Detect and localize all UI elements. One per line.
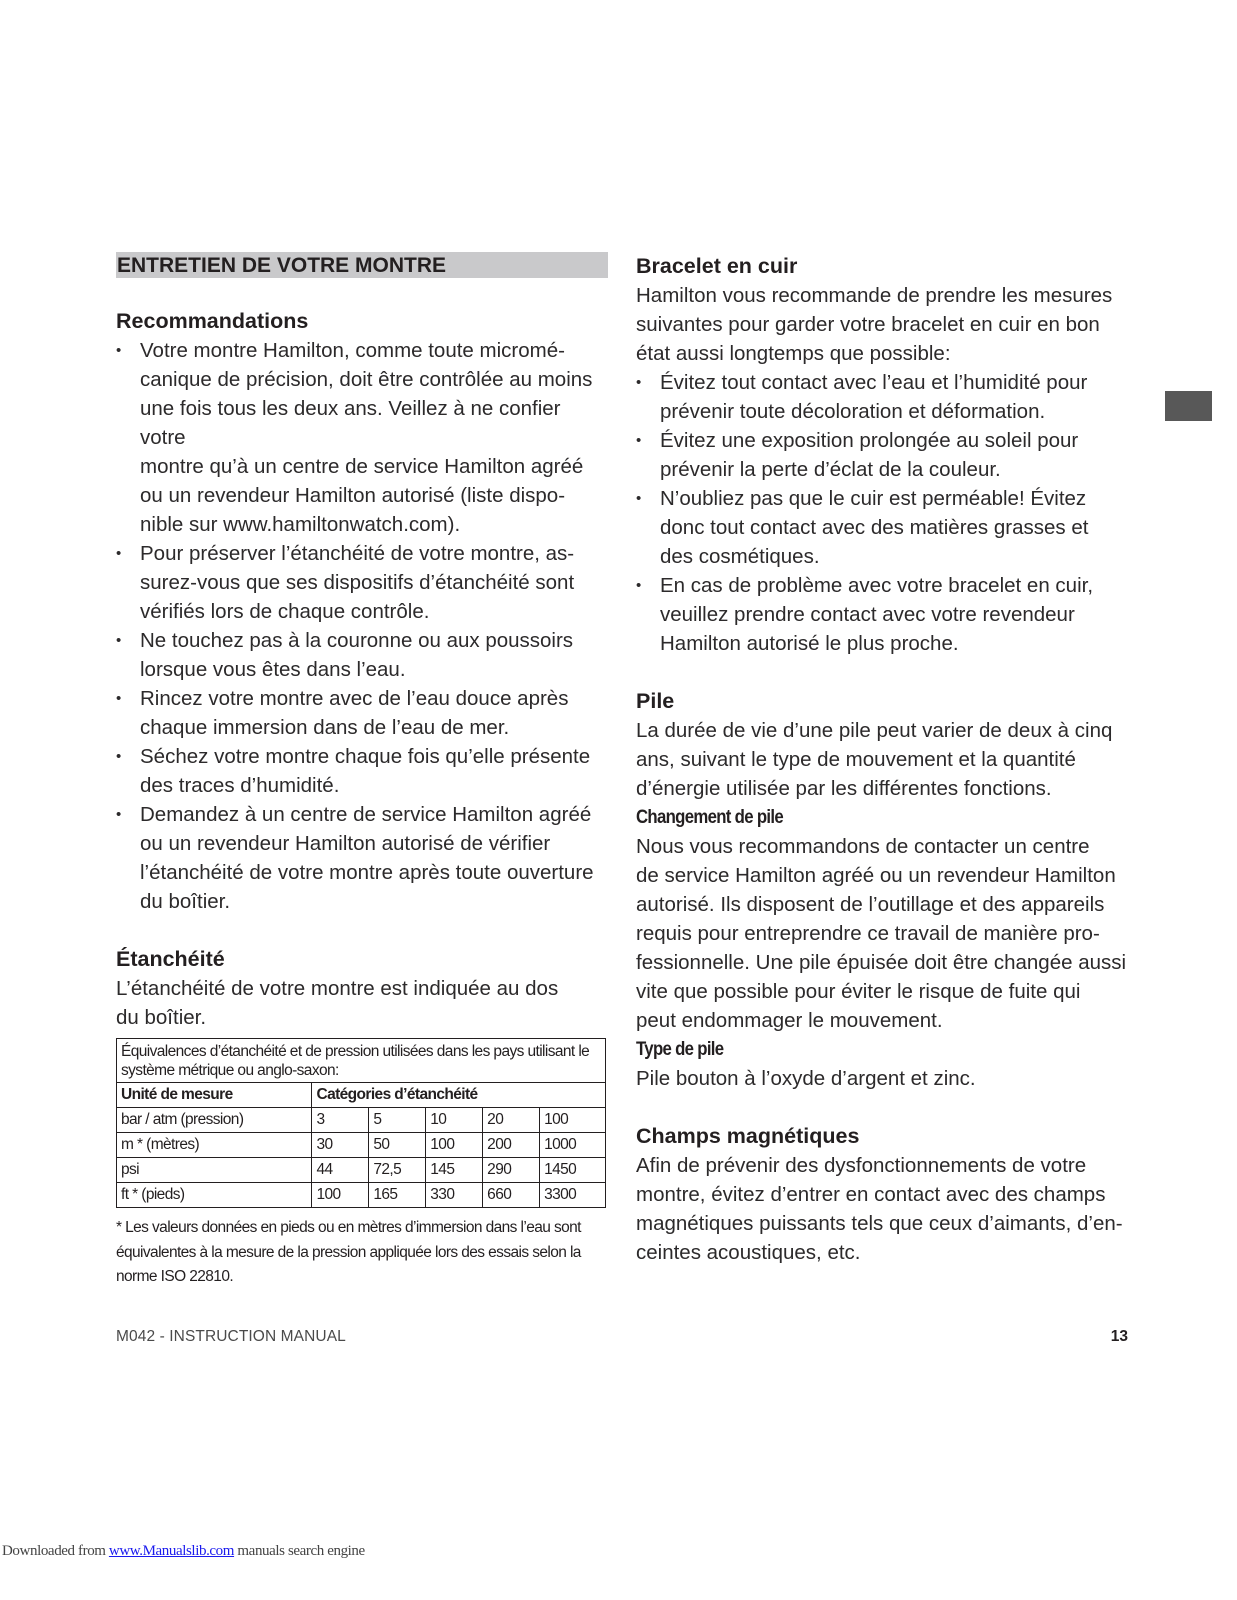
battery-change-text: Nous vous recommandons de contacter un centre de service Hamilton agréé ou un revendeur Hamilton autorisé. Ils disposent de l’outillage et des appareils requis pour entreprendre ce travail de manière pro- fessionnelle. Une pile épuisée doit être changée aussi vite que possible pour éviter le risque de fuite qui peut endommager le mouvement. [636, 835, 1127, 1032]
recommendation-item: • Pour préserver l’étanchéité de votre montre, as- surez-vous que ses dispositifs d’étanchéité sont vérifiés lors de chaque contrôle. [116, 539, 608, 626]
table-footnote: * Les valeurs données en pieds ou en mètres d’immersion dans l’eau sont équivalentes à la mesure de la pression appliquée lors des essais selon la norme ISO 22810. [116, 1219, 581, 1285]
table-header-unit: Unité de mesure [117, 1083, 312, 1108]
table-value-cell: 165 [369, 1183, 426, 1208]
table-unit-cell: m * (mètres) [117, 1133, 312, 1158]
right-column [636, 252, 1128, 1267]
leather-care-item: • Évitez tout contact avec l’eau et l’humidité pour prévenir toute décoloration et déformation. [636, 368, 1128, 426]
table-value-cell: 100 [540, 1108, 606, 1133]
table-value-cell: 200 [483, 1133, 540, 1158]
table-unit-cell: psi [117, 1158, 312, 1183]
recommendation-item: • Demandez à un centre de service Hamilton agréé ou un revendeur Hamilton autorisé de vérifier l’étanchéité de votre montre après toute ouverture du boîtier. [116, 800, 608, 916]
recommendation-item: • Rincez votre montre avec de l’eau douce après chaque immersion dans de l’eau de mer. [116, 684, 608, 742]
section-title: ENTRETIEN DE VOTRE MONTRE [116, 252, 608, 278]
table-unit-cell: ft * (pieds) [117, 1183, 312, 1208]
table-value-cell: 20 [483, 1108, 540, 1133]
table-value-cell: 660 [483, 1183, 540, 1208]
footer-manual-title: M042 - INSTRUCTION MANUAL [116, 1328, 346, 1345]
recommendation-item: • Votre montre Hamilton, comme toute micromé- canique de précision, doit être contrôlée au moins une fois tous les deux ans. Veillez à ne confier votre montre qu’à un centre de service Hamilton agréé ou un revendeur Hamilton autorisé (liste dispo- nible sur www.hamiltonwatch.com). [116, 336, 608, 539]
magnetic-fields-heading: Champs magnétiques [636, 1124, 860, 1148]
leather-care-item: • Évitez une exposition prolongée au soleil pour prévenir la perte d’éclat de la couleur. [636, 426, 1128, 484]
leather-strap-intro: Hamilton vous recommande de prendre les mesures suivantes pour garder votre bracelet en cuir en bon état aussi longtemps que possible: [636, 284, 1113, 365]
recommendations-heading: Recommandations [116, 309, 309, 333]
table-unit-cell: bar / atm (pression) [117, 1108, 312, 1133]
battery-type-heading: Type de pile [636, 1038, 724, 1060]
leather-care-item: • En cas de problème avec votre bracelet en cuir, veuillez prendre contact avec votre revendeur Hamilton autorisé le plus proche. [636, 571, 1128, 658]
battery-text: La durée de vie d’une pile peut varier de deux à cinq ans, suivant le type de mouvement et la quantité d’énergie utilisée par les différentes fonctions. [636, 719, 1113, 800]
recommendations-list [116, 336, 608, 916]
table-value-cell: 30 [312, 1133, 369, 1158]
recommendation-item: • Séchez votre montre chaque fois qu’elle présente des traces d’humidité. [116, 742, 608, 800]
table-header-row [117, 1083, 606, 1108]
table-value-cell: 3 [312, 1108, 369, 1133]
table-value-cell: 1000 [540, 1133, 606, 1158]
table-row [117, 1133, 606, 1158]
table-value-cell: 100 [312, 1183, 369, 1208]
table-body [117, 1108, 606, 1208]
water-resistance-heading: Étanchéité [116, 947, 225, 971]
battery-heading: Pile [636, 689, 675, 713]
table-value-cell: 50 [369, 1133, 426, 1158]
table-value-cell: 10 [426, 1108, 483, 1133]
table-value-cell: 290 [483, 1158, 540, 1183]
table-value-cell: 5 [369, 1108, 426, 1133]
table-value-cell: 72,5 [369, 1158, 426, 1183]
magnetic-fields-text: Afin de prévenir des dysfonctionnements de votre montre, évitez d’entrer en contact avec des champs magnétiques puissants tels que ceux d’aimants, d’en- ceintes acoustiques, etc. [636, 1154, 1123, 1264]
recommendation-item: • Ne touchez pas à la couronne ou aux poussoirs lorsque vous êtes dans l’eau. [116, 626, 608, 684]
table-value-cell: 1450 [540, 1158, 606, 1183]
table-value-cell: 145 [426, 1158, 483, 1183]
page-number: 13 [1110, 1328, 1128, 1345]
table-row [117, 1108, 606, 1133]
table-value-cell: 44 [312, 1158, 369, 1183]
table-row [117, 1183, 606, 1208]
leather-strap-list [636, 368, 1128, 658]
table-value-cell: 3300 [540, 1183, 606, 1208]
battery-type-text: Pile bouton à l’oxyde d’argent et zinc. [636, 1067, 976, 1090]
chapter-tab-marker [1165, 391, 1212, 421]
water-resistance-table [116, 1038, 606, 1208]
download-notice: Downloaded from www.Manualslib.com manuals search engine [2, 1543, 365, 1559]
left-column [116, 252, 608, 1290]
battery-change-heading: Changement de pile [636, 806, 783, 828]
water-resistance-text: L’étanchéité de votre montre est indiquée au dos du boîtier. [116, 977, 559, 1029]
manualslib-link[interactable]: www.Manualslib.com [108, 1543, 235, 1559]
leather-strap-heading: Bracelet en cuir [636, 254, 798, 278]
leather-care-item: • N’oubliez pas que le cuir est perméable! Évitez donc tout contact avec des matières grasses et des cosmétiques. [636, 484, 1128, 571]
table-header-categories: Catégories d’étanchéité [312, 1083, 606, 1108]
table-caption: Équivalences d’étanchéité et de pression utilisées dans les pays utilisant le système métrique ou anglo-saxon: [117, 1039, 606, 1083]
table-row [117, 1158, 606, 1183]
table-value-cell: 330 [426, 1183, 483, 1208]
table-value-cell: 100 [426, 1133, 483, 1158]
